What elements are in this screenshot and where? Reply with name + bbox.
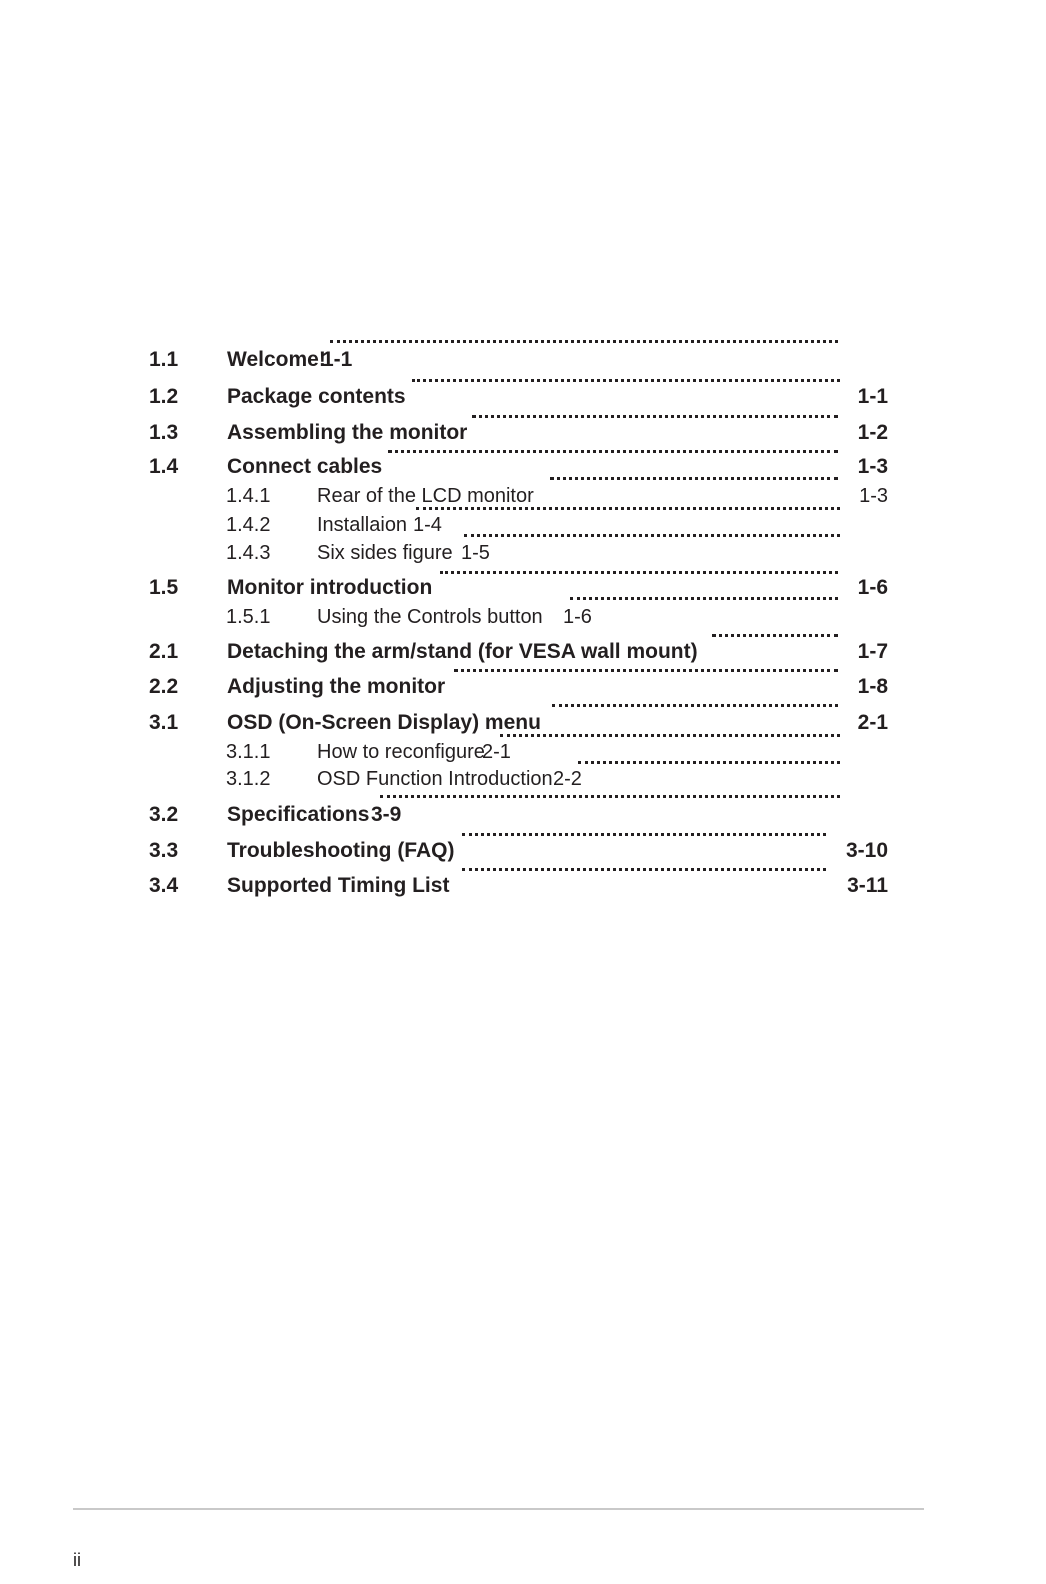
toc-entry-number: 2.2 [149, 675, 179, 698]
toc-entry-number: 3.4 [149, 874, 179, 897]
toc-entry-page: 1-6 [857, 576, 888, 599]
dot-leader [500, 734, 840, 737]
toc-entry-title: OSD (On-Screen Display) menu [227, 711, 541, 734]
toc-entry-page: 1-1 [322, 348, 353, 371]
toc-entry-page: 2-2 [553, 768, 582, 790]
toc-entry-title: Monitor introduction [227, 576, 433, 599]
toc-entry-title: Six sides figure [317, 542, 453, 564]
toc-entry-1-2[interactable] [0, 385, 1046, 413]
toc-entry-2-2[interactable] [0, 675, 1046, 703]
toc-entry-number: 3.1.2 [226, 768, 271, 790]
toc-entry-number: 1.4 [149, 455, 179, 478]
footer-page-number: ii [73, 1550, 81, 1570]
toc-entry-title: Welcome! [227, 348, 326, 371]
toc-entry-1-3[interactable] [0, 421, 1046, 449]
toc-entry-title: Installaion [317, 514, 408, 536]
toc-entry-1-4-3[interactable] [0, 541, 1046, 569]
toc-entry-number: 1.4.2 [226, 514, 271, 536]
toc-entry-page: 3-10 [845, 839, 888, 862]
toc-entry-number: 1.2 [149, 385, 179, 408]
toc-entry-2-1[interactable] [0, 640, 1046, 668]
toc-entry-page: 2-1 [482, 741, 511, 763]
dot-leader [440, 571, 838, 574]
toc-entry-number: 1.1 [149, 348, 179, 371]
toc-entry-page: 1-3 [857, 455, 888, 478]
dot-leader [454, 669, 838, 672]
toc-entry-number: 1.4.3 [226, 542, 271, 564]
toc-entry-page: 1-1 [857, 385, 888, 408]
toc-entry-1-5[interactable] [0, 576, 1046, 604]
dot-leader [416, 507, 840, 510]
toc-entry-title: Connect cables [227, 455, 383, 478]
toc-entry-number: 1.3 [149, 421, 179, 444]
toc-entry-page: 1-3 [859, 485, 888, 507]
toc-entry-title: Using the Controls button [317, 606, 543, 628]
toc-entry-page: 3-9 [371, 803, 402, 826]
toc-entry-title: Troubleshooting (FAQ) [227, 839, 455, 862]
toc-entry-3-2[interactable] [0, 803, 1046, 831]
toc-entry-title: Rear of the LCD monitor [317, 485, 534, 507]
toc-entry-3-3[interactable] [0, 839, 1046, 867]
dot-leader [570, 597, 838, 600]
toc-entry-title: Supported Timing List [227, 874, 450, 897]
toc-entry-page: 2-1 [857, 711, 888, 734]
toc-entry-page: 1-4 [413, 514, 442, 536]
toc-entry-number: 1.5 [149, 576, 179, 599]
dot-leader [412, 379, 840, 382]
dot-leader [462, 868, 826, 871]
toc-entry-title: OSD Function Introduction [317, 768, 553, 790]
toc-entry-number: 1.4.1 [226, 485, 271, 507]
toc-entry-number: 3.1 [149, 711, 179, 734]
toc-entry-page: 1-2 [857, 421, 888, 444]
dot-leader [552, 704, 838, 707]
toc-entry-page: 3-11 [847, 874, 888, 897]
dot-leader [550, 477, 838, 480]
toc-entry-number: 1.5.1 [226, 606, 271, 628]
toc-entry-page: 1-7 [857, 640, 888, 663]
toc-entry-page: 1-8 [857, 675, 888, 698]
toc-entry-1-4[interactable] [0, 455, 1046, 483]
dot-leader [464, 534, 840, 537]
dot-leader [380, 795, 840, 798]
toc-entry-title: Detaching the arm/stand (for VESA wall mount) [227, 640, 698, 663]
dot-leader [472, 415, 838, 418]
toc-entry-1-5-1[interactable] [0, 605, 1046, 633]
dot-leader [330, 340, 838, 343]
dot-leader [462, 833, 826, 836]
toc-entry-1-1[interactable] [0, 348, 1046, 376]
toc-entry-title: Assembling the monitor [227, 421, 468, 444]
toc-entry-3-4[interactable] [0, 874, 1046, 902]
toc-entry-number: 2.1 [149, 640, 179, 663]
toc-entry-number: 3.3 [149, 839, 179, 862]
toc-entry-title: Specifications [227, 803, 370, 826]
dot-leader [578, 761, 840, 764]
toc-entry-title: How to reconfigure [317, 741, 485, 763]
footer-divider [73, 1508, 924, 1510]
toc-entry-number: 3.1.1 [226, 741, 271, 763]
toc-entry-number: 3.2 [149, 803, 179, 826]
toc-entry-title: Package contents [227, 385, 406, 408]
toc-entry-page: 1-5 [461, 542, 490, 564]
dot-leader [388, 450, 838, 453]
toc-entry-title: Adjusting the monitor [227, 675, 446, 698]
dot-leader [712, 634, 838, 637]
toc-entry-page: 1-6 [563, 606, 592, 628]
toc-entry-3-1-2[interactable] [0, 767, 1046, 795]
toc-entry-3-1-1[interactable] [0, 740, 1046, 768]
